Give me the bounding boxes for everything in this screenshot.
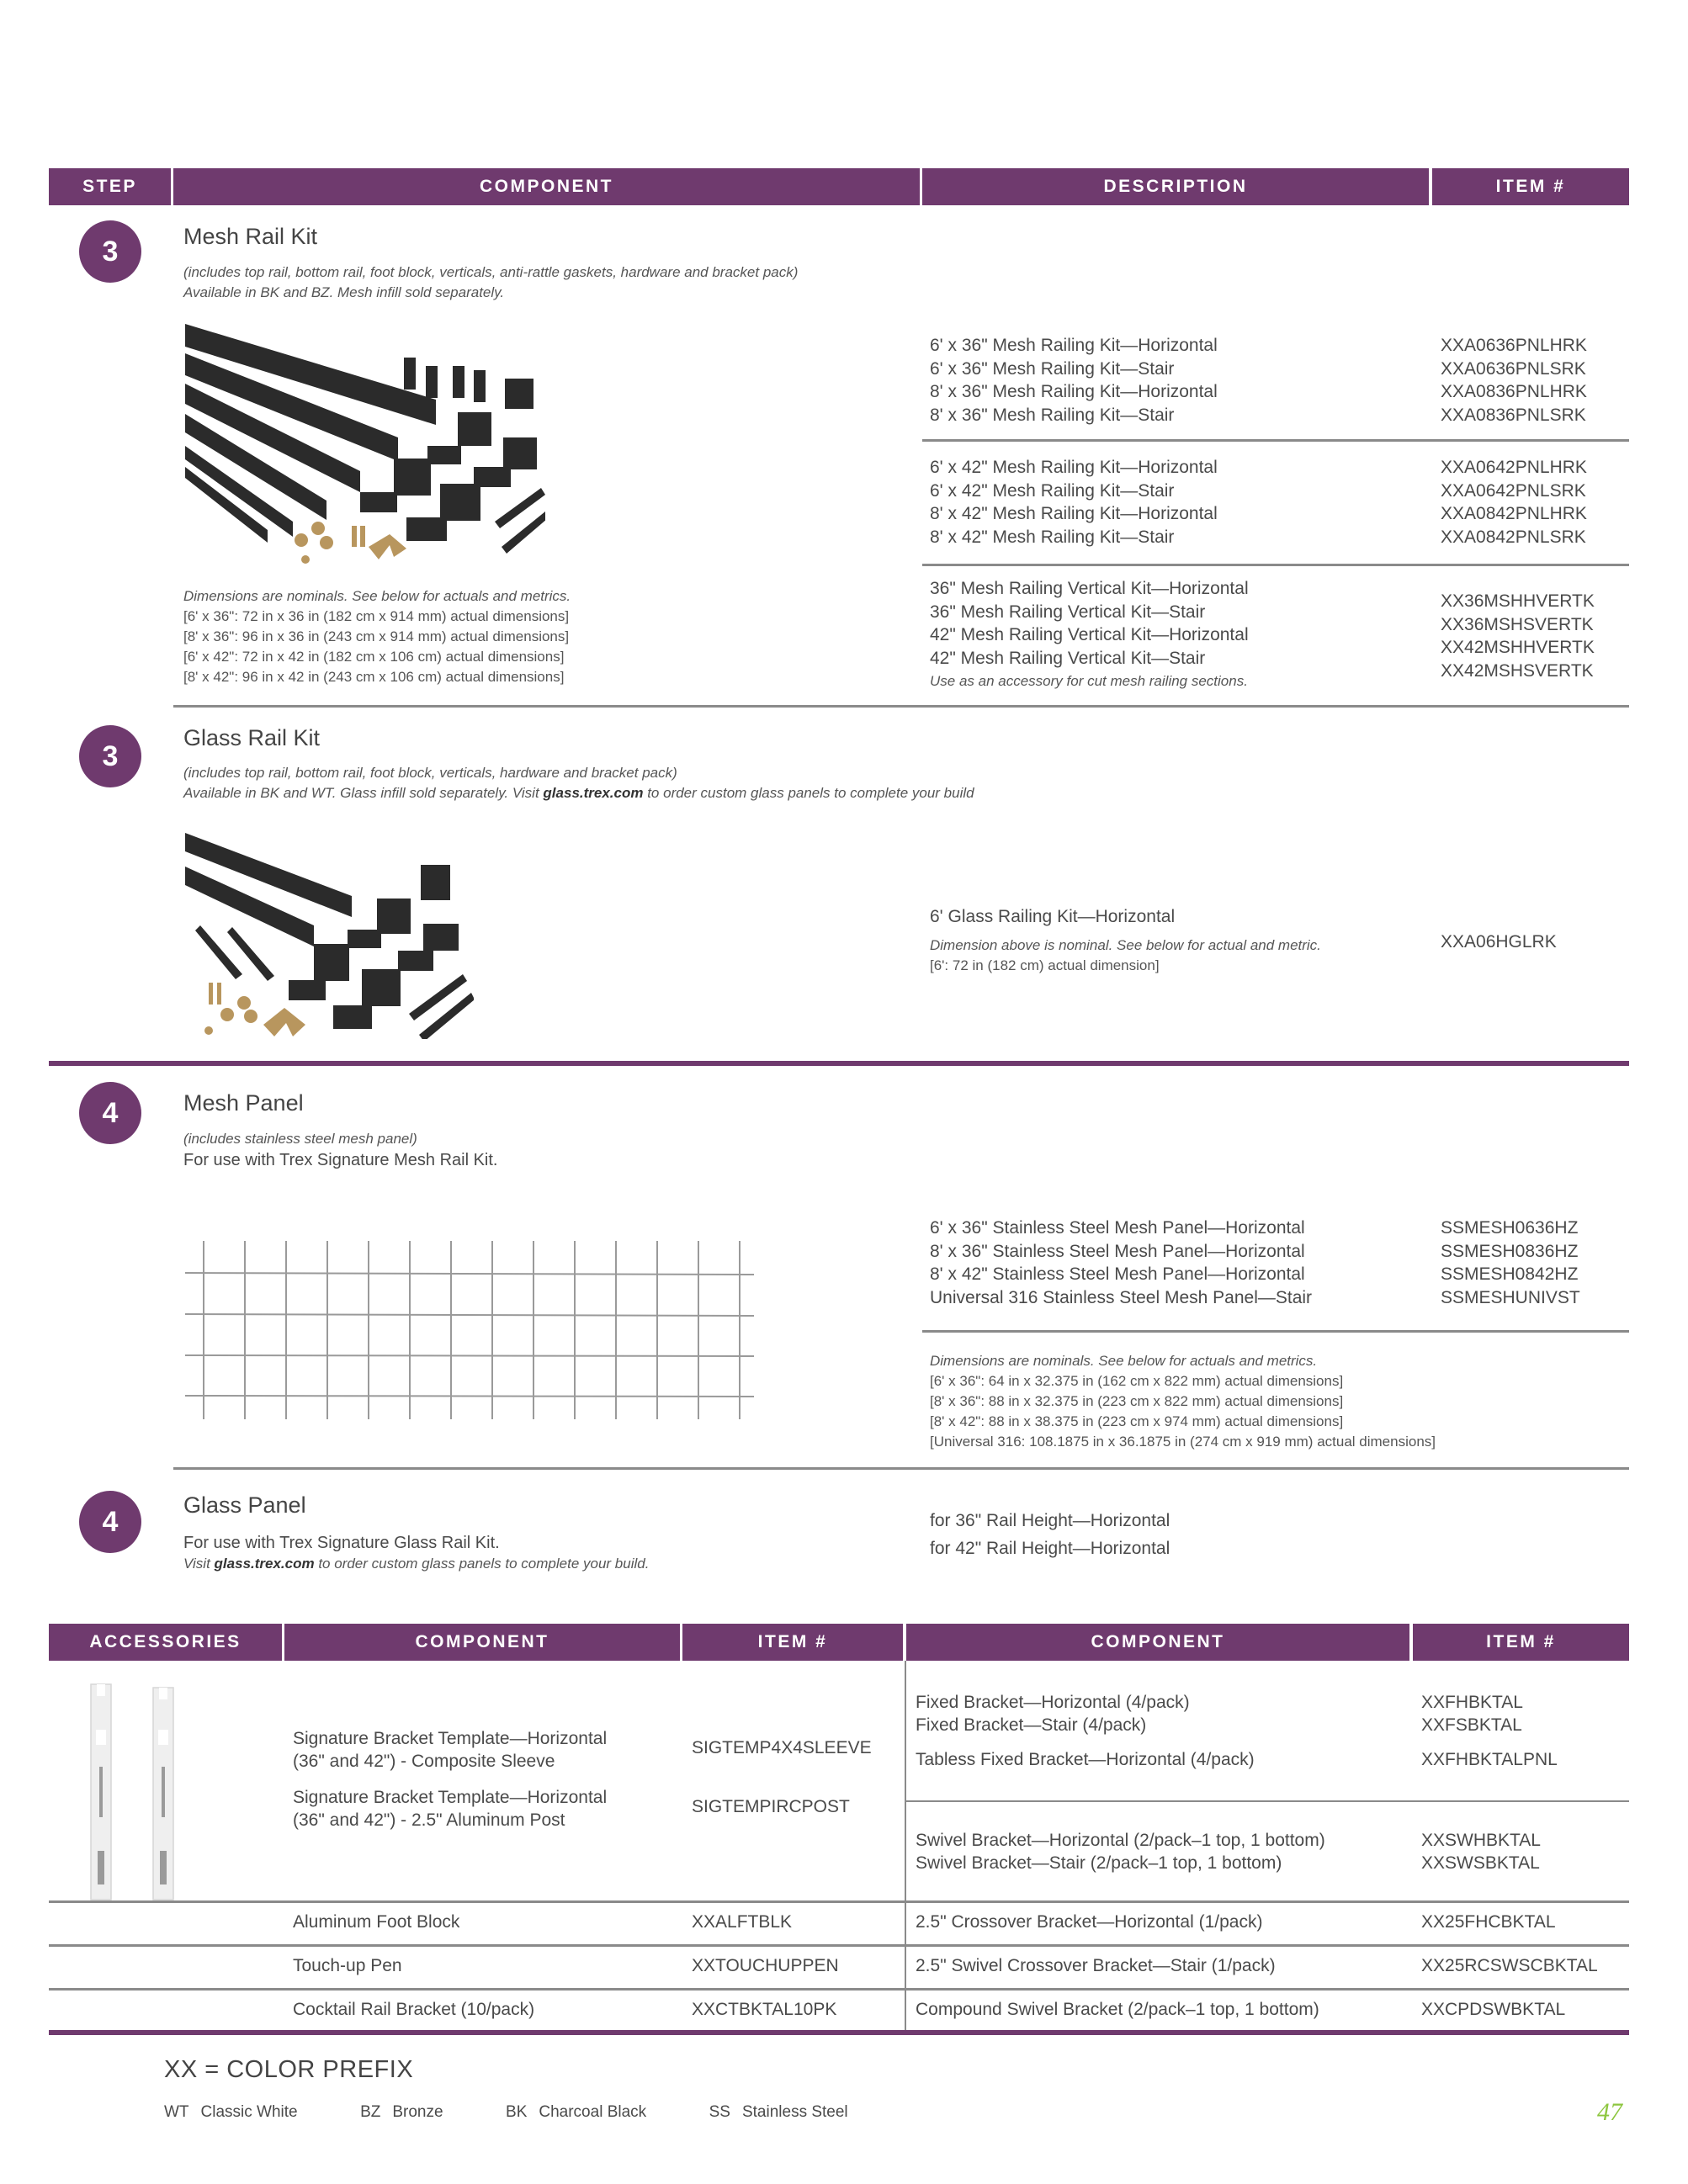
dimension-line: [Universal 316: 108.1875 in x 36.1875 in (274 cm x 919 mm) actual dimensions] xyxy=(930,1434,1436,1450)
step-badge: 4 xyxy=(79,1082,141,1144)
glass-panel-notes xyxy=(183,1532,649,1574)
item-number: SSMESHUNIVST xyxy=(1441,1287,1580,1307)
component-name: (36" and 42") - 2.5" Aluminum Post xyxy=(293,1810,565,1830)
glass-trex-link[interactable]: glass.trex.com xyxy=(543,785,644,801)
step-badge: 4 xyxy=(79,1491,141,1553)
glass-rail-kit-notes xyxy=(183,763,974,803)
swivel-bracket-items xyxy=(1421,1829,1541,1874)
component-name: Fixed Bracket—Horizontal (4/pack) xyxy=(916,1693,1190,1712)
color-code: BZ xyxy=(360,2103,381,2121)
header-description: DESCRIPTION xyxy=(922,168,1429,205)
header-component: COMPONENT xyxy=(284,1624,680,1661)
mesh-rail-kit-notes xyxy=(183,262,798,303)
dimensions-heading: Dimensions are nominals. See below for actuals and metrics. xyxy=(183,588,571,604)
component-name: 2.5" Crossover Bracket—Horizontal (1/pack) xyxy=(916,1912,1263,1932)
header-component: COMPONENT xyxy=(906,1624,1409,1661)
item-number: XXFHBKTAL xyxy=(1421,1693,1523,1712)
item-number: SSMESH0842HZ xyxy=(1441,1264,1579,1284)
item-number: XXFHBKTALPNL xyxy=(1421,1750,1558,1769)
mesh-kit-42-descriptions xyxy=(930,456,1218,549)
component-name: Swivel Bracket—Stair (2/pack–1 top, 1 bottom) xyxy=(916,1853,1282,1873)
divider xyxy=(922,439,1629,442)
section-title-glass-panel: Glass Panel xyxy=(183,1492,306,1518)
item-number: XXA0842PNLSRK xyxy=(1441,527,1586,547)
component-name: Signature Bracket Template—Horizontal xyxy=(293,1729,608,1748)
header-component: COMPONENT xyxy=(173,168,920,205)
product-description: 8' x 42" Mesh Railing Kit—Horizontal xyxy=(930,504,1218,523)
product-description: 8' x 36" Mesh Railing Kit—Horizontal xyxy=(930,382,1218,401)
mesh-panel-items xyxy=(1441,1217,1580,1309)
component-name: Swivel Bracket—Horizontal (2/pack–1 top, 1 bottom) xyxy=(916,1831,1325,1850)
color-name: Classic White xyxy=(200,2103,298,2121)
mesh-rail-kit-photo xyxy=(183,320,545,564)
item-number: XX42MSHHVERTK xyxy=(1441,638,1595,657)
item-number: XXFSBKTAL xyxy=(1421,1715,1522,1735)
note-text: Visit xyxy=(183,1556,215,1572)
header-item: ITEM # xyxy=(1432,168,1629,205)
item-number: SIGTEMPIRCPOST xyxy=(692,1797,850,1816)
glass-rail-kit-photo xyxy=(183,824,474,1039)
divider xyxy=(922,564,1629,566)
component-name: Fixed Bracket—Stair (4/pack) xyxy=(916,1715,1147,1735)
item-number: XX42MSHSVERTK xyxy=(1441,660,1594,681)
dimension-line: [6' x 36": 64 in x 32.375 in (162 cm x 822 mm) actual dimensions] xyxy=(930,1373,1344,1389)
product-description: 8' x 42" Stainless Steel Mesh Panel—Horizontal xyxy=(930,1264,1305,1284)
component-name: (36" and 42") - Composite Sleeve xyxy=(293,1752,555,1771)
color-legend-item xyxy=(360,2103,443,2122)
note-text: to order custom glass panels to complete your build xyxy=(643,785,974,801)
product-description: for 42" Rail Height—Horizontal xyxy=(930,1539,1170,1558)
dimension-line: [6': 72 in (182 cm) actual dimension] xyxy=(930,957,1160,973)
section-title-mesh-rail-kit: Mesh Rail Kit xyxy=(183,224,318,249)
dimension-line: [8' x 36": 88 in x 32.375 in (223 cm x 822 mm) actual dimensions] xyxy=(930,1393,1344,1409)
template-row xyxy=(293,1727,607,1773)
item-number: XXA0836PNLSRK xyxy=(1441,405,1586,425)
availability-note: Available in BK and BZ. Mesh infill sold separately. xyxy=(183,284,505,300)
item-number: XX36MSHSVERTK xyxy=(1441,614,1594,634)
section-title-mesh-panel: Mesh Panel xyxy=(183,1090,304,1116)
glass-rail-kit-description xyxy=(930,905,1321,976)
product-description: 36" Mesh Railing Vertical Kit—Stair xyxy=(930,602,1206,622)
product-description: Universal 316 Stainless Steel Mesh Panel—Stair xyxy=(930,1287,1313,1307)
product-description: 8' x 42" Mesh Railing Kit—Stair xyxy=(930,527,1175,547)
item-number: XXSWSBKTAL xyxy=(1421,1853,1540,1873)
mesh-panel-notes xyxy=(183,1129,497,1171)
mesh-panel-image xyxy=(183,1232,756,1426)
color-name: Bronze xyxy=(392,2103,443,2121)
product-description: 6' x 36" Stainless Steel Mesh Panel—Horizontal xyxy=(930,1218,1305,1238)
color-legend-item xyxy=(506,2103,646,2122)
item-number: XXA0636PNLHRK xyxy=(1441,336,1587,355)
item-number: XXCPDSWBKTAL xyxy=(1421,2000,1566,2019)
component-name: Aluminum Foot Block xyxy=(293,1912,460,1932)
dimension-line: [8' x 36": 96 in x 36 in (243 cm x 914 mm) actual dimensions] xyxy=(183,628,570,644)
item-number: XXTOUCHUPPEN xyxy=(692,1956,839,1975)
color-legend-item xyxy=(164,2103,298,2122)
product-description: 42" Mesh Railing Vertical Kit—Horizontal xyxy=(930,625,1249,644)
header-item: ITEM # xyxy=(1413,1624,1629,1661)
table-end-rule xyxy=(49,2030,1629,2035)
glass-panel-descriptions xyxy=(930,1507,1170,1562)
mesh-panel-descriptions xyxy=(930,1217,1312,1309)
color-name: Charcoal Black xyxy=(539,2103,647,2121)
fixed-bracket-items xyxy=(1421,1691,1558,1771)
note-text: to order custom glass panels to complete your build. xyxy=(314,1556,650,1572)
step-badge: 3 xyxy=(79,220,141,283)
usage-note: For use with Trex Signature Glass Rail Kit. xyxy=(183,1534,500,1552)
product-description: 6' x 42" Mesh Railing Kit—Horizontal xyxy=(930,458,1218,477)
product-description: 42" Mesh Railing Vertical Kit—Stair xyxy=(930,648,1206,668)
divider xyxy=(922,1330,1629,1333)
bracket-template-image xyxy=(84,1683,194,1901)
section-divider xyxy=(173,705,1629,708)
note-text: Available in BK and WT. Glass infill sold separately. Visit xyxy=(183,785,544,801)
color-prefix-title: XX = COLOR PREFIX xyxy=(164,2056,414,2083)
color-code: WT xyxy=(164,2103,189,2121)
color-code: BK xyxy=(506,2103,528,2121)
product-description: for 36" Rail Height—Horizontal xyxy=(930,1511,1170,1530)
item-number: XXSWHBKTAL xyxy=(1421,1831,1541,1850)
header-step: STEP xyxy=(49,168,171,205)
header-item: ITEM # xyxy=(682,1624,903,1661)
item-number: XXA0642PNLSRK xyxy=(1441,480,1586,501)
item-number: XXA0636PNLSRK xyxy=(1441,358,1586,379)
swivel-bracket-list xyxy=(916,1829,1325,1874)
item-number: XXA06HGLRK xyxy=(1441,932,1557,952)
color-code: SS xyxy=(709,2103,730,2121)
component-name: Cocktail Rail Bracket (10/pack) xyxy=(293,2000,535,2019)
column-divider xyxy=(905,1661,906,2032)
header-accessories: ACCESSORIES xyxy=(49,1624,282,1661)
color-name: Stainless Steel xyxy=(741,2103,848,2121)
section-divider xyxy=(173,1467,1629,1470)
product-description: 8' x 36" Stainless Steel Mesh Panel—Horizontal xyxy=(930,1241,1305,1261)
component-name: 2.5" Swivel Crossover Bracket—Stair (1/pack) xyxy=(916,1956,1276,1975)
row-divider xyxy=(49,1900,1629,1903)
product-description: 6' Glass Railing Kit—Horizontal xyxy=(930,907,1176,926)
mesh-panel-dimensions xyxy=(930,1351,1436,1452)
product-description: 36" Mesh Railing Vertical Kit—Horizontal xyxy=(930,579,1249,598)
color-legend xyxy=(164,2103,907,2122)
item-number: XXALFTBLK xyxy=(692,1912,793,1932)
item-number: XX36MSHHVERTK xyxy=(1441,591,1595,611)
product-description: 8' x 36" Mesh Railing Kit—Stair xyxy=(930,405,1175,425)
includes-note: (includes top rail, bottom rail, foot block, verticals, hardware and bracket pack) xyxy=(183,765,677,781)
availability-note xyxy=(183,783,974,803)
item-number: XX25RCSWSCBKTAL xyxy=(1421,1956,1598,1975)
mesh-vertical-kit-descriptions xyxy=(930,577,1249,692)
mesh-vertical-kit-items xyxy=(1441,590,1595,682)
color-legend-item xyxy=(709,2103,848,2122)
dimension-line: [8' x 42": 96 in x 42 in (243 cm x 106 cm) actual dimensions] xyxy=(183,669,565,685)
item-number: XXA0842PNLHRK xyxy=(1441,504,1587,523)
includes-note: (includes stainless steel mesh panel) xyxy=(183,1131,417,1147)
visit-note xyxy=(183,1554,649,1574)
fixed-bracket-list xyxy=(916,1691,1255,1771)
glass-trex-link[interactable]: glass.trex.com xyxy=(214,1556,315,1572)
dimension-note: Dimension above is nominal. See below for actual and metric. xyxy=(930,936,1321,953)
section-title-glass-rail-kit: Glass Rail Kit xyxy=(183,725,321,750)
dimension-line: [8' x 42": 88 in x 38.375 in (223 cm x 974 mm) actual dimensions] xyxy=(930,1413,1344,1429)
divider xyxy=(906,1800,1629,1802)
dimensions-heading: Dimensions are nominals. See below for actuals and metrics. xyxy=(930,1353,1318,1369)
template-row xyxy=(293,1786,607,1831)
step-badge: 3 xyxy=(79,725,141,787)
mesh-kit-42-items xyxy=(1441,456,1587,549)
dimension-line: [6' x 36": 72 in x 36 in (182 cm x 914 mm) actual dimensions] xyxy=(183,608,570,624)
product-description: 6' x 36" Mesh Railing Kit—Stair xyxy=(930,358,1175,379)
item-number: XXA0642PNLHRK xyxy=(1441,458,1587,477)
accessory-footnote: Use as an accessory for cut mesh railing sections. xyxy=(930,673,1248,689)
section-divider-purple xyxy=(49,1061,1629,1066)
item-number: SSMESH0636HZ xyxy=(1441,1218,1579,1238)
dimension-line: [6' x 42": 72 in x 42 in (182 cm x 106 cm) actual dimensions] xyxy=(183,649,565,665)
item-number: XX25FHCBKTAL xyxy=(1421,1912,1556,1932)
item-number: XXCTBKTAL10PK xyxy=(692,2000,837,2019)
item-number: SSMESH0836HZ xyxy=(1441,1241,1579,1261)
item-number: XXA0836PNLHRK xyxy=(1441,382,1587,401)
item-number: SIGTEMP4X4SLEEVE xyxy=(692,1738,872,1757)
component-name: Tabless Fixed Bracket—Horizontal (4/pack) xyxy=(916,1750,1255,1769)
page-number: 47 xyxy=(1597,2098,1622,2126)
component-name: Signature Bracket Template—Horizontal xyxy=(293,1788,608,1807)
includes-note: (includes top rail, bottom rail, foot block, verticals, anti-rattle gaskets, hardware and bracket pack) xyxy=(183,264,799,280)
row-divider xyxy=(49,1944,1629,1947)
mesh-rail-kit-dimensions xyxy=(183,586,571,687)
component-name: Compound Swivel Bracket (2/pack–1 top, 1 bottom) xyxy=(916,2000,1319,2019)
product-description: 6' x 36" Mesh Railing Kit—Horizontal xyxy=(930,336,1218,355)
mesh-kit-36-items xyxy=(1441,334,1587,427)
component-name: Touch-up Pen xyxy=(293,1956,402,1975)
usage-note: For use with Trex Signature Mesh Rail Kit. xyxy=(183,1151,498,1169)
product-description: 6' x 42" Mesh Railing Kit—Stair xyxy=(930,480,1175,501)
row-divider xyxy=(49,1988,1629,1991)
mesh-kit-36-descriptions xyxy=(930,334,1218,427)
